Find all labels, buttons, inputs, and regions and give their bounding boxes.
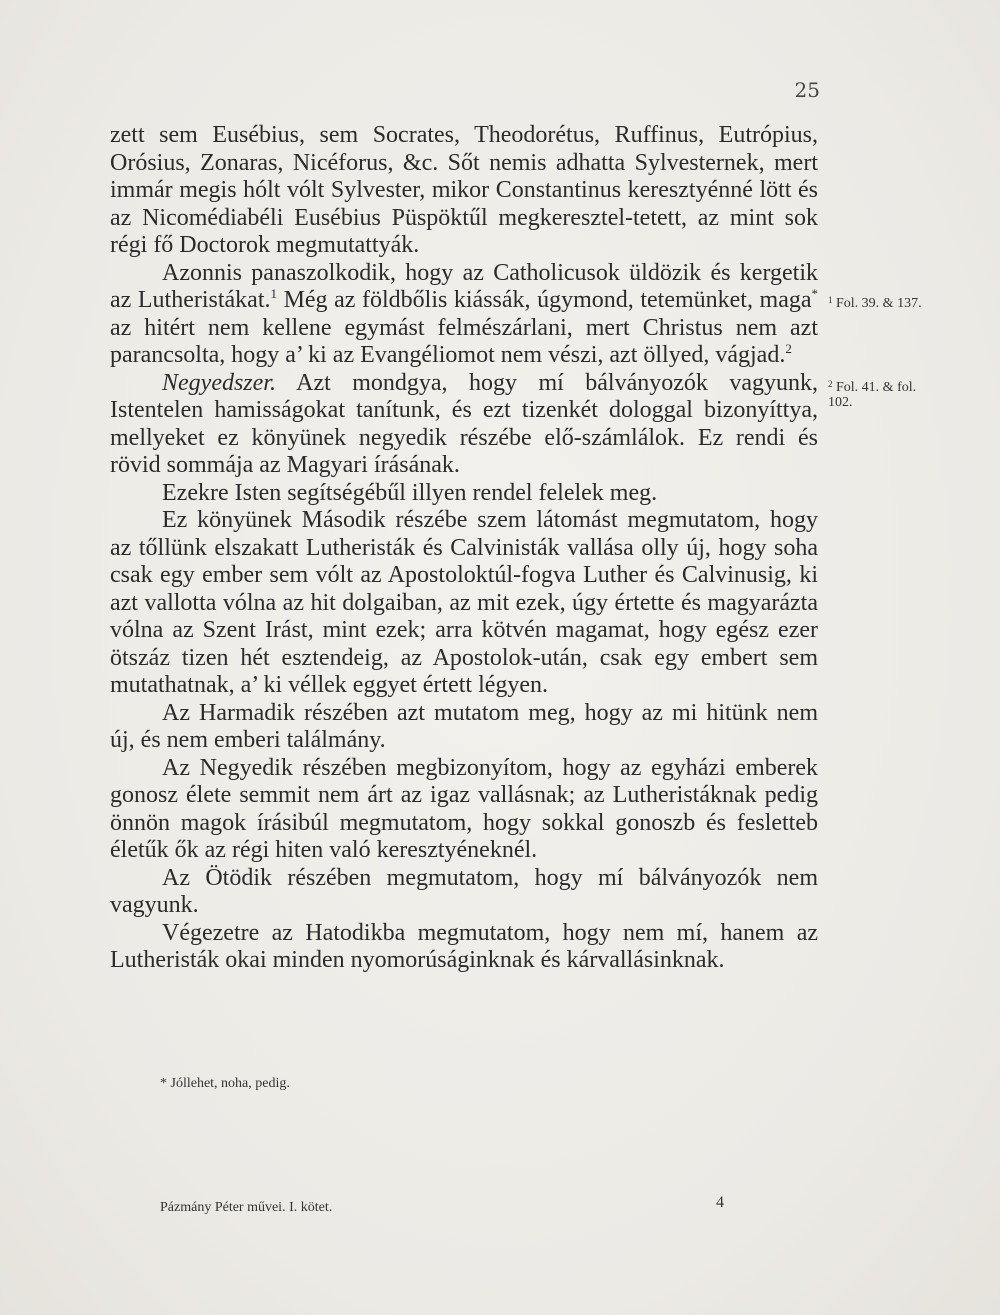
main-text bbox=[110, 122, 818, 975]
paragraph bbox=[110, 920, 818, 975]
paragraph-text: Még az földbőlis kiássák, úgymond, tetemünket, maga bbox=[277, 287, 812, 313]
footnote-reference: 1 bbox=[270, 286, 277, 301]
paragraph-text: az hitért nem kellene egymást felmészárlani, mert Christus nem azt parancsolta, hogy a’ ki az Evangéliomot nem vészi, azt öllyed, vágjad. bbox=[110, 314, 818, 368]
paragraph bbox=[110, 507, 818, 700]
paragraph bbox=[110, 260, 818, 370]
marginal-note-2 bbox=[828, 380, 928, 410]
paragraph-text: Az Harmadik részében azt mutatom meg, hogy az mi hitünk nem új, és nem emberi találmány. bbox=[110, 699, 818, 753]
footnote-reference: 2 bbox=[785, 341, 792, 356]
footnote: * Jóllehet, noha, pedig. bbox=[160, 1076, 290, 1091]
paragraph-text: Az Negyedik részében megbizonyítom, hogy az egyházi emberek gonosz élete semmit nem árt az igaz vallásnak; az Lutheristáknak pedig önnön magok írásibúl megmutatom, hogy sokkal gonoszb és fesletteb életűk ők az régi hiten való keresztyéneknél. bbox=[110, 754, 818, 863]
paragraph-text: Végezetre az Hatodikba megmutatom, hogy nem mí, hanem az Lutheristák okai minden nyomorúságinknak és kárvallásinknak. bbox=[110, 919, 818, 973]
marginal-note-text: Fol. 41. & fol. 102. bbox=[828, 380, 917, 410]
paragraph bbox=[110, 700, 818, 755]
paragraph bbox=[110, 755, 818, 865]
footnote-reference: * bbox=[811, 286, 818, 301]
footer-title: Pázmány Péter művei. I. kötet. bbox=[160, 1200, 333, 1215]
paragraph-text: Ez könyünek Második részébe szem látomást megmutatom, hogy az tőllünk elszakatt Lutheristák és Calvinisták vallása olly új, hogy soha csak egy ember sem vólt az Apostoloktúl-fogva Luther és Calvinusig, ki azt vallotta vólna az hit dolgaiban, az mit ezek, úgy értette és magyarázta vólna az Szent Irást, mint ezek; arra kötvén magamat, hogy egész ezer ötszáz tizen hét esztendeig, az Apostolok-után, csak egy embert sem mutathatnak, a’ ki véllek eggyet értett légyen. bbox=[110, 507, 818, 698]
paragraph bbox=[110, 480, 818, 508]
marginal-note-mark: 2 bbox=[828, 379, 833, 389]
marginal-note-mark: 1 bbox=[828, 295, 833, 305]
paragraph bbox=[110, 370, 818, 480]
paragraph-text: Ezekre Isten segítségébűl illyen rendel felelek meg. bbox=[162, 479, 658, 506]
marginal-note-text: Fol. 39. & 137. bbox=[836, 296, 922, 311]
paragraph-text: zett sem Eusébius, sem Socrates, Theodorétus, Ruffinus, Eutrópius, Orósius, Zonaras, Nicéforus, &c. Sőt nemis adhatta Sylvesternek, mert immár megis hólt vólt Sylvester, mikor Constantinus keresztyénné lött és az Nicomédiabéli Eusébius Püspöktűl megkeresztel-tetett, az mint sok régi fő Doctorok megmutattyák. bbox=[110, 122, 818, 258]
paragraph-text: Azt mondgya, hogy mí bálványozók vagyunk, Istentelen hamisságokat tanítunk, és ezt tizenkét dologgal bizonyíttya, mellyeket ez könyünek negyedik részébe elő-számlálok. Ez rendi és rövid sommája az Magyari írásának. bbox=[110, 369, 818, 478]
paragraph-text: Azonnis panaszolkodik, hogy az Catholicusok üldözik és kergetik az Lutheristákat. bbox=[110, 259, 818, 313]
marginal-note-1 bbox=[828, 296, 928, 311]
italic-heading-word: Negyedszer. bbox=[162, 369, 276, 396]
paragraph bbox=[110, 865, 818, 920]
page-number: 25 bbox=[794, 78, 820, 102]
signature-number: 4 bbox=[716, 1194, 724, 1211]
paragraph bbox=[110, 122, 818, 260]
paragraph-text: Az Ötödik részében megmutatom, hogy mí bálványozók nem vagyunk. bbox=[110, 864, 818, 918]
